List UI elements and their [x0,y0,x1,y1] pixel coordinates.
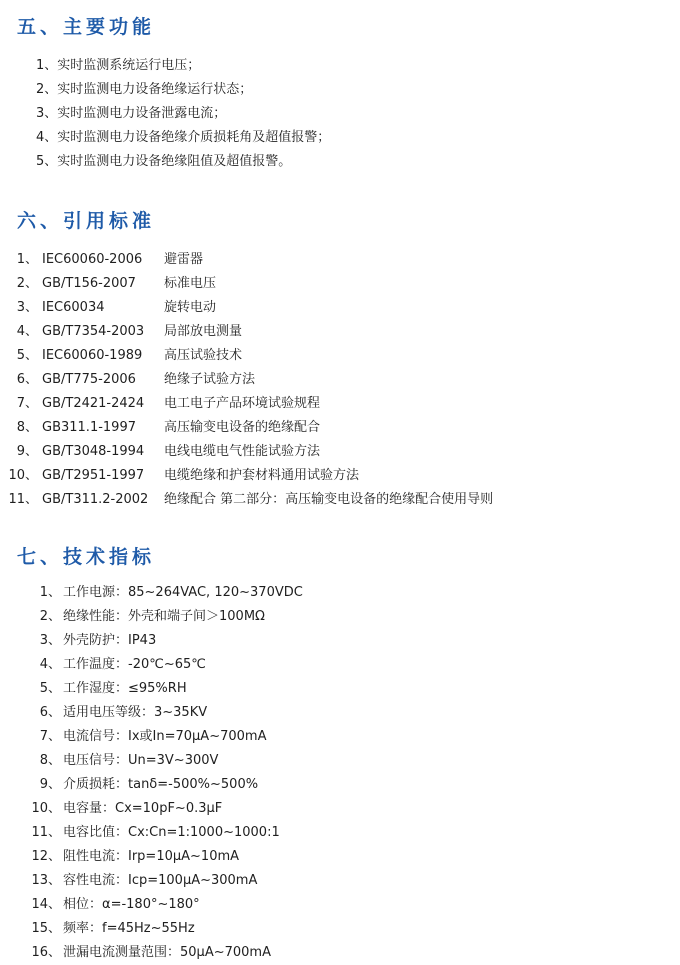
spec-text: 频率：f=45Hz~55Hz [63,921,195,936]
list-item: 3、实时监测电力设备泄露电流； [36,106,227,121]
list-item [0,440,680,464]
item-number: 10、 [31,801,61,816]
standard-name: 高压输变电设备的绝缘配合 [164,420,321,435]
standard-name: 标准电压 [164,276,217,291]
item-number: 7、 [16,396,38,411]
standard-name: 旋转电动 [164,300,217,315]
list-item [0,797,680,821]
list-item: 1、实时监测系统运行电压； [36,58,201,73]
list-item [0,701,680,725]
standard-code: GB/T2951-1997 [42,468,145,483]
list-item [0,941,680,965]
standard-code: IEC60060-2006 [42,252,143,267]
standard-code: IEC60034 [42,300,105,315]
item-number: 15、 [31,921,61,936]
item-number: 6、 [39,705,61,720]
item-number: 10、 [8,468,38,483]
standards-list [0,248,680,512]
list-item [0,725,680,749]
standard-name: 电工电子产品环境试验规程 [164,396,321,411]
spec-text: 绝缘性能：外壳和端子间＞100MΩ [63,609,265,624]
spec-text: 工作湿度：≤95%RH [63,681,187,696]
section-title-functions: 五、主要功能 [17,16,156,38]
section-title-standards: 六、引用标准 [17,210,156,232]
spec-text: 泄漏电流测量范围：50μA~700mA [63,945,271,960]
standard-name: 电线电缆电气性能试验方法 [164,444,321,459]
spec-text: 介质损耗：tanδ=-500%~500% [63,777,259,792]
spec-text: 工作电源：85~264VAC, 120~370VDC [63,585,303,600]
list-item [0,368,680,392]
spec-text: 容性电流：Icp=100μA~300mA [63,873,258,888]
functions-list [36,54,330,174]
spec-text: 电容比值：Cx:Cn=1:1000~1000:1 [63,825,280,840]
list-item [0,893,680,917]
spec-text: 电容量：Cx=10pF~0.3μF [63,801,223,816]
list-item [0,749,680,773]
item-number: 16、 [31,945,61,960]
section-title-specs: 七、技术指标 [17,546,156,568]
list-item: 5、实时监测电力设备绝缘阻值及超值报警。 [36,154,292,169]
list-item [0,653,680,677]
spec-text: 电压信号：Un=3V~300V [63,753,219,768]
list-item [0,416,680,440]
item-number: 6、 [16,372,38,387]
list-item [0,677,680,701]
spec-text: 阻性电流：Irp=10μA~10mA [63,849,240,864]
standard-name: 绝缘子试验方法 [164,372,256,387]
spec-text: 适用电压等级：3~35KV [63,705,208,720]
list-item [0,392,680,416]
standard-code: GB/T775-2006 [42,372,136,387]
item-number: 1、 [16,252,38,267]
standard-code: GB311.1-1997 [42,420,136,435]
list-item [0,869,680,893]
item-number: 8、 [39,753,61,768]
list-item [0,464,680,488]
standard-name: 电缆绝缘和护套材料通用试验方法 [164,468,360,483]
item-number: 2、 [16,276,38,291]
standard-name: 局部放电测量 [164,324,243,339]
standard-code: IEC60060-1989 [42,348,143,363]
list-item [0,629,680,653]
list-item [0,488,680,512]
standard-name: 绝缘配合 第二部分：高压输变电设备的绝缘配合使用导则 [164,492,494,507]
item-number: 11、 [31,825,61,840]
item-number: 1、 [39,585,61,600]
item-number: 9、 [39,777,61,792]
item-number: 3、 [39,633,61,648]
list-item [0,773,680,797]
standard-name: 高压试验技术 [164,348,243,363]
list-item [0,821,680,845]
list-item [0,344,680,368]
standard-code: GB/T3048-1994 [42,444,145,459]
standard-code: GB/T311.2-2002 [42,492,149,507]
standard-name: 避雷器 [164,252,204,267]
item-number: 4、 [16,324,38,339]
item-number: 4、 [39,657,61,672]
spec-text: 相位：α=-180°~180° [63,897,200,912]
item-number: 9、 [16,444,38,459]
standard-code: GB/T2421-2424 [42,396,145,411]
spec-text: 电流信号：Ix或In=70μA~700mA [63,729,267,744]
item-number: 2、 [39,609,61,624]
standard-code: GB/T156-2007 [42,276,136,291]
standard-code: GB/T7354-2003 [42,324,145,339]
item-number: 3、 [16,300,38,315]
list-item [0,248,680,272]
list-item [0,845,680,869]
list-item [0,605,680,629]
list-item [0,272,680,296]
item-number: 13、 [31,873,61,888]
list-item [0,581,680,605]
spec-text: 外壳防护：IP43 [63,633,157,648]
item-number: 8、 [16,420,38,435]
item-number: 5、 [16,348,38,363]
list-item [0,320,680,344]
list-item [0,917,680,941]
list-item: 4、实时监测电力设备绝缘介质损耗角及超值报警； [36,130,331,145]
list-item [0,296,680,320]
item-number: 12、 [31,849,61,864]
item-number: 14、 [31,897,61,912]
list-item: 2、实时监测电力设备绝缘运行状态； [36,82,253,97]
item-number: 11、 [8,492,38,507]
item-number: 5、 [39,681,61,696]
spec-text: 工作温度：-20℃~65℃ [63,657,206,672]
specs-list [0,581,680,965]
item-number: 7、 [39,729,61,744]
